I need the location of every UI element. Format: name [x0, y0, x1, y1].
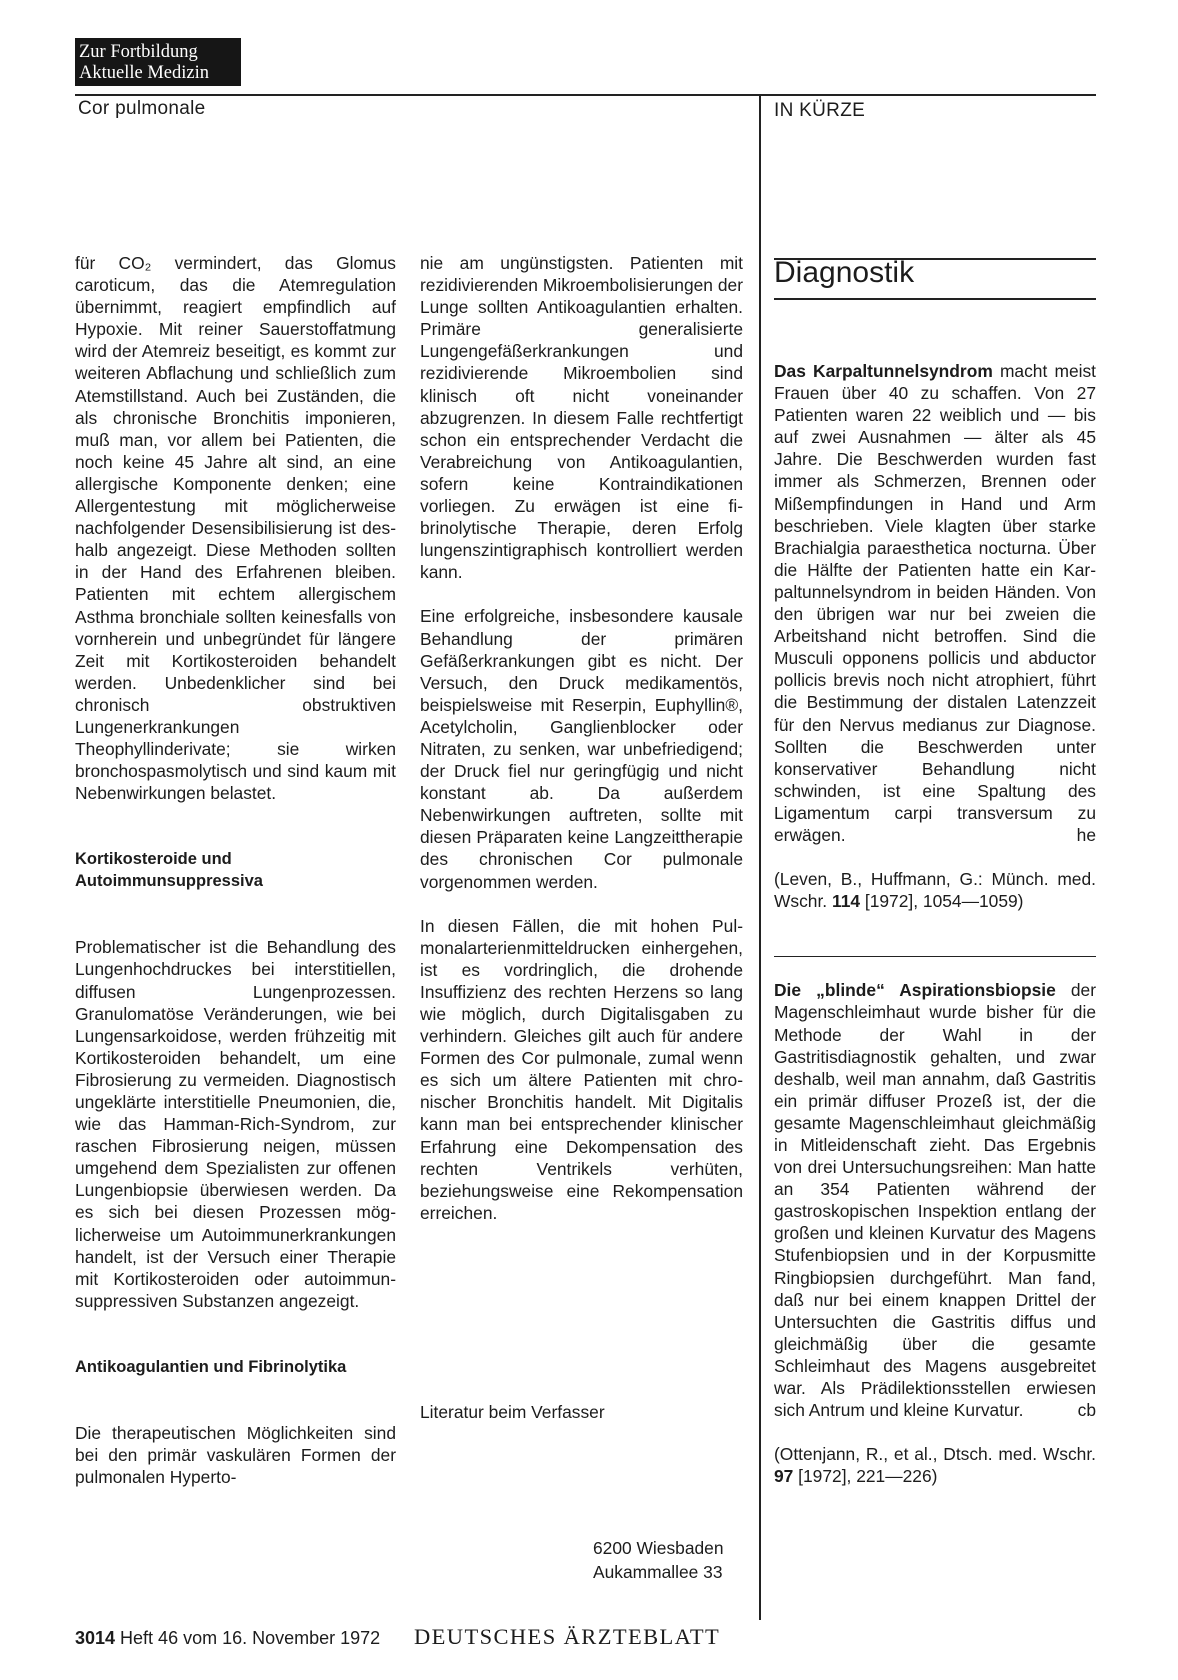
article-column-3 — [774, 360, 1096, 1488]
badge-line-2: Aktuelle Medizin — [79, 63, 209, 83]
brief-item: Die „blinde“ Aspirationsbiopsie der Magenschleimhaut wurde bisher für die Methode der Wahl in der Gastritisdiagnostik gehalten, und zwar deshalb, weil man annahm, daß Gastritis ein primär diffuser Prozeß ist, der die gesamte Magenschleimhaut gleichmäßig in Mitleidenschaft zieht. Das Ergebnis von drei Untersuchungsreihen: Man hatte an 354 Patienten während der gastroskopischen Inspektion entlang der großen und kleinen Kurvatur des Magens Stufenbiopsien und in der Korpusmitte Ringbiopsien durchgeführt. Man fand, daß nur bei einem knappen Drittel der Untersuchten die Gastritis diffus und gleichmäßig über die gesamte Schleimhaut des Magens ausgebreitet war. Als Prädilektionsstellen erwiesen sich Antrum und kleine Kurvatur. — [774, 980, 1097, 1421]
section-heading: Kortikosteroide und Autoimmunsuppressiva — [75, 850, 263, 891]
diagnostik-rule-bottom — [774, 298, 1096, 300]
literature-note: Literatur beim Verfasser — [420, 1402, 605, 1422]
journal-masthead: DEUTSCHES ÄRZTEBLATT — [414, 1624, 721, 1649]
badge-line-1: Zur Fortbildung — [79, 42, 198, 62]
item-separator — [774, 956, 1096, 957]
reference: (Leven, B., Huffmann, G.: Münch. med. Wschr. 114 [1972], 1054—1059) — [774, 869, 1096, 912]
paragraph: für CO₂ vermindert, das Glomus caroticum, das die Atemregulation übernimmt, reagiert empfindlich auf Hypoxie. Mit reiner Sauerstoffatmung wird der Atemreiz beseitigt, es kommt zur weiteren Abflachung und schließlich zum Atemstillstand. Auch bei Zuständen, die als chronische Bronchitis imponieren, muß man, vor allem bei Patienten, die noch keine 45 Jahre alt sind, an eine allergische Komponente denken; eine Allergentestung mit möglicherweise nachfolgender Desensibilisierung ist deshalb angezeigt. Diese Methoden sollten in der Hand des Erfahrenen bleiben. Patienten mit echtem allergischem Asthma bronchiale sollten keinesfalls von vornherein und unbegründet für längere Zeit mit Kortikosteroiden behandelt werden. Unbedenklicher sind bei chronisch obstruktiven Lungenerkrankungen Theophyllinderivate; sie wirken bronchospasmolytisch und sind kaum mit Nebenwirkungen belastet. — [75, 253, 396, 804]
header-rule — [75, 94, 1096, 96]
brief-item-lead: Das Karpaltunnelsyndrom — [774, 361, 993, 381]
page-number: 3014 — [75, 1628, 116, 1648]
author-initials: cb — [1077, 1400, 1096, 1421]
section-heading: Antikoagulantien und Fibrinolytika — [75, 1357, 347, 1376]
paragraph: Problematischer ist die Behandlung des Lungenhochdruckes bei interstitiellen, diffusen Lungenprozessen. Granulomatöse Veränderungen, wie bei Lungensarkoidose, werden frühzeitig mit Kortikosteroiden behandelt, um eine Fibrosierung zu vermeiden. Diagnostisch ungeklärte interstitielle Pneumonien, die, wie das Hamman-Rich-Syndrom, zur raschen Fibrosierung neigen, müssen umgehend dem Spezialisten zur offenen Lungenbiopsie überwiesen werden. Da es sich bei diesen Prozessen möglicherweise um Autoimmunerkrankungen handelt, ist der Versuch einer Therapie mit Kortikosteroiden oder autoimmun-suppressiven Substanzen angezeigt. — [75, 937, 396, 1311]
sidebar-head-title: IN KÜRZE — [774, 100, 866, 121]
paragraph: In diesen Fällen, die mit hohen Pulmonalarterienmitteldrucken einhergehen, ist es vordringlich, die drohende Insuffizienz des rechten Herzens so lang wie möglich, durch Digitalisgaben zu verhindern. Gleiches gilt auch für andere Formen des Cor pulmonale, zumal wenn es sich um ältere Patienten mit chronischer Bronchitis handelt. Mit Digitalis kann man bei entsprechender klinischer Erfahrung eine Dekompensation des rechten Ventrikels verhüten, beziehungsweise eine Rekompensation erreichen. — [420, 915, 743, 1223]
running-head-title: Cor pulmonale — [78, 98, 206, 119]
author-initials: he — [1076, 825, 1096, 846]
page-footer — [75, 1628, 380, 1649]
article-column-2 — [420, 252, 743, 1224]
author-address: 6200 Wiesbaden Aukammallee 33 — [593, 1538, 724, 1582]
paragraph: Eine erfolgreiche, insbesondere kausale Behandlung der primären Gefäßerkrankungen gibt es nicht. Der Versuch, den Druck medikamentös, beispielsweise mit Reserpin, Euphyllin®, Acetylcholin, Ganglienblocker oder Nitraten, zu senken, war unbefriedigend; der Druck fiel nur geringfügig und nicht konstant ab. Da außerdem Nebenwirkungen auftreten, sollte mit diesen Präparaten keine Langzeittherapie des chronischen Cor pulmonale vorgenommen werden. — [420, 606, 743, 892]
paragraph: Die therapeutischen Möglichkeiten sind bei den primär vaskulären Formen der pulmonalen Hyperto- — [75, 1422, 396, 1488]
sidebar-divider — [759, 94, 761, 1620]
article-column-1 — [75, 252, 396, 1488]
reference: (Ottenjann, R., et al., Dtsch. med. Wschr. 97 [1972], 221—226) — [774, 1444, 1096, 1487]
section-badge — [75, 38, 241, 86]
brief-item: Das Karpaltunnelsyndrom macht meist Frauen über 40 zu schaffen. Von 27 Patienten waren 22 weiblich und — bis auf zwei Ausnahmen — älter als 45 Jahre. Die Beschwerden wurden fast immer als Schmerzen, Brennen oder Mißempfindungen in Hand und Arm beschrieben. Viele klagten über starke Brachialgia paraesthetica nocturna. Über die Hälfte der Patienten hatte ein Karpaltunnelsyndrom in beiden Händen. Von den übrigen war nur bei zweien die Arbeitshand nicht betroffen. Sind die Musculi opponens pollicis und abductor pollicis brevis noch nicht atrophiert, führt die Bestimmung der distalen Latenzzeit für den Nervus medianus zur Diagnose. Sollten die Beschwerden unter konservativer Behandlung nicht schwinden, ist eine Spaltung des Ligamentum carpi transversum zu erwägen. — [774, 361, 1097, 845]
brief-item-lead: Die „blinde“ Aspirationsbiopsie — [774, 980, 1056, 1001]
rubric-title: Diagnostik — [774, 256, 915, 289]
paragraph: nie am ungünstigsten. Patienten mit rezidivierenden Mikroembolisierungen der Lunge sollten Antikoagulantien erhalten. Primäre generalisierte Lungengefäßerkrankungen und rezidivierende Mikroembolien sind klinisch oft nicht voneinander abzugrenzen. In diesem Falle rechtfertigt schon ein entsprechender Verdacht die Verabreichung von Antikoagulantien, sofern keine Kontraindikationen vorliegen. Zu erwägen ist eine fibrinolytische Therapie, deren Erfolg lungenszintigraphisch kontrolliert werden kann. — [420, 253, 743, 583]
issue-info: Heft 46 vom 16. November 1972 — [115, 1628, 381, 1648]
